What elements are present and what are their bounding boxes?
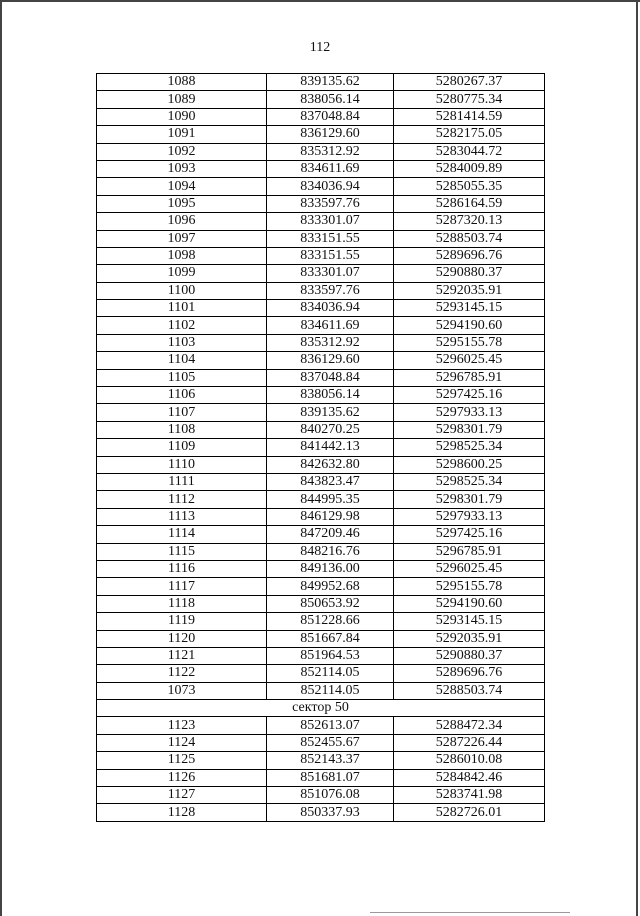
x-coordinate-cell: 833301.07 — [267, 213, 394, 230]
point-number-cell: 1073 — [97, 682, 267, 699]
point-number-cell: 1088 — [97, 74, 267, 91]
sector-header-group — [97, 700, 545, 717]
point-number-cell: 1119 — [97, 613, 267, 630]
table-row — [97, 787, 545, 804]
point-number-cell: 1100 — [97, 282, 267, 299]
point-number-cell: 1127 — [97, 787, 267, 804]
y-coordinate-cell: 5294190.60 — [394, 595, 545, 612]
point-number-cell: 1113 — [97, 508, 267, 525]
x-coordinate-cell: 836129.60 — [267, 352, 394, 369]
y-coordinate-cell: 5293145.15 — [394, 613, 545, 630]
point-number-cell: 1098 — [97, 247, 267, 264]
table-row — [97, 682, 545, 699]
x-coordinate-cell: 849952.68 — [267, 578, 394, 595]
point-number-cell: 1099 — [97, 265, 267, 282]
point-number-cell: 1102 — [97, 317, 267, 334]
point-number-cell: 1089 — [97, 91, 267, 108]
x-coordinate-cell: 848216.76 — [267, 543, 394, 560]
y-coordinate-cell: 5288472.34 — [394, 717, 545, 734]
page-number: 112 — [309, 40, 331, 55]
x-coordinate-cell: 851681.07 — [267, 769, 394, 786]
y-coordinate-cell: 5298301.79 — [394, 421, 545, 438]
y-coordinate-cell: 5284009.89 — [394, 160, 545, 177]
table-row — [97, 734, 545, 751]
y-coordinate-cell: 5292035.91 — [394, 630, 545, 647]
x-coordinate-cell: 838056.14 — [267, 91, 394, 108]
x-coordinate-cell: 842632.80 — [267, 456, 394, 473]
point-number-cell: 1093 — [97, 160, 267, 177]
table-row — [97, 595, 545, 612]
y-coordinate-cell: 5283044.72 — [394, 143, 545, 160]
x-coordinate-cell: 852114.05 — [267, 682, 394, 699]
table-row — [97, 647, 545, 664]
coordinates-table-body-a — [97, 74, 545, 700]
x-coordinate-cell: 834036.94 — [267, 300, 394, 317]
y-coordinate-cell: 5298301.79 — [394, 491, 545, 508]
point-number-cell: 1122 — [97, 665, 267, 682]
table-row — [97, 404, 545, 421]
table-row — [97, 578, 545, 595]
point-number-cell: 1125 — [97, 752, 267, 769]
sector-header-row — [97, 700, 545, 717]
x-coordinate-cell: 839135.62 — [267, 74, 394, 91]
point-number-cell: 1110 — [97, 456, 267, 473]
x-coordinate-cell: 837048.84 — [267, 108, 394, 125]
scan-mark-bottom — [370, 912, 570, 913]
x-coordinate-cell: 836129.60 — [267, 126, 394, 143]
x-coordinate-cell: 850337.93 — [267, 804, 394, 821]
x-coordinate-cell: 833151.55 — [267, 247, 394, 264]
y-coordinate-cell: 5297933.13 — [394, 404, 545, 421]
point-number-cell: 1094 — [97, 178, 267, 195]
table-row — [97, 247, 545, 264]
table-row — [97, 213, 545, 230]
y-coordinate-cell: 5286010.08 — [394, 752, 545, 769]
table-row — [97, 769, 545, 786]
point-number-cell: 1116 — [97, 560, 267, 577]
y-coordinate-cell: 5288503.74 — [394, 682, 545, 699]
table-row — [97, 439, 545, 456]
y-coordinate-cell: 5297933.13 — [394, 508, 545, 525]
x-coordinate-cell: 849136.00 — [267, 560, 394, 577]
y-coordinate-cell: 5298600.25 — [394, 456, 545, 473]
table-row — [97, 560, 545, 577]
x-coordinate-cell: 851667.84 — [267, 630, 394, 647]
table-row — [97, 613, 545, 630]
table-row — [97, 300, 545, 317]
y-coordinate-cell: 5293145.15 — [394, 300, 545, 317]
x-coordinate-cell: 846129.98 — [267, 508, 394, 525]
table-row — [97, 108, 545, 125]
table-row — [97, 143, 545, 160]
y-coordinate-cell: 5295155.78 — [394, 334, 545, 351]
table-row — [97, 230, 545, 247]
x-coordinate-cell: 835312.92 — [267, 143, 394, 160]
table-row — [97, 352, 545, 369]
table-row — [97, 473, 545, 490]
point-number-cell: 1115 — [97, 543, 267, 560]
table-row — [97, 421, 545, 438]
point-number-cell: 1124 — [97, 734, 267, 751]
y-coordinate-cell: 5283741.98 — [394, 787, 545, 804]
y-coordinate-cell: 5296785.91 — [394, 543, 545, 560]
point-number-cell: 1106 — [97, 387, 267, 404]
point-number-cell: 1091 — [97, 126, 267, 143]
point-number-cell: 1104 — [97, 352, 267, 369]
table-row — [97, 491, 545, 508]
y-coordinate-cell: 5297425.16 — [394, 387, 545, 404]
y-coordinate-cell: 5285055.35 — [394, 178, 545, 195]
table-row — [97, 317, 545, 334]
point-number-cell: 1107 — [97, 404, 267, 421]
y-coordinate-cell: 5281414.59 — [394, 108, 545, 125]
x-coordinate-cell: 839135.62 — [267, 404, 394, 421]
table-row — [97, 91, 545, 108]
x-coordinate-cell: 850653.92 — [267, 595, 394, 612]
x-coordinate-cell: 837048.84 — [267, 369, 394, 386]
point-number-cell: 1126 — [97, 769, 267, 786]
table-row — [97, 265, 545, 282]
point-number-cell: 1117 — [97, 578, 267, 595]
coordinates-table — [96, 73, 545, 822]
y-coordinate-cell: 5298525.34 — [394, 439, 545, 456]
y-coordinate-cell: 5298525.34 — [394, 473, 545, 490]
table-row — [97, 387, 545, 404]
x-coordinate-cell: 851964.53 — [267, 647, 394, 664]
x-coordinate-cell: 834036.94 — [267, 178, 394, 195]
point-number-cell: 1090 — [97, 108, 267, 125]
table-row — [97, 178, 545, 195]
y-coordinate-cell: 5287226.44 — [394, 734, 545, 751]
x-coordinate-cell: 838056.14 — [267, 387, 394, 404]
x-coordinate-cell: 847209.46 — [267, 526, 394, 543]
x-coordinate-cell: 851076.08 — [267, 787, 394, 804]
point-number-cell: 1096 — [97, 213, 267, 230]
table-row — [97, 752, 545, 769]
x-coordinate-cell: 851228.66 — [267, 613, 394, 630]
y-coordinate-cell: 5286164.59 — [394, 195, 545, 212]
y-coordinate-cell: 5284842.46 — [394, 769, 545, 786]
table-row — [97, 282, 545, 299]
x-coordinate-cell: 844995.35 — [267, 491, 394, 508]
y-coordinate-cell: 5294190.60 — [394, 317, 545, 334]
point-number-cell: 1109 — [97, 439, 267, 456]
y-coordinate-cell: 5287320.13 — [394, 213, 545, 230]
x-coordinate-cell: 833597.76 — [267, 195, 394, 212]
y-coordinate-cell: 5297425.16 — [394, 526, 545, 543]
y-coordinate-cell: 5296785.91 — [394, 369, 545, 386]
point-number-cell: 1118 — [97, 595, 267, 612]
point-number-cell: 1103 — [97, 334, 267, 351]
point-number-cell: 1095 — [97, 195, 267, 212]
sector-label: сектор 50 — [97, 700, 545, 717]
point-number-cell: 1105 — [97, 369, 267, 386]
x-coordinate-cell: 852613.07 — [267, 717, 394, 734]
scan-border-top — [0, 0, 640, 2]
table-row — [97, 804, 545, 821]
y-coordinate-cell: 5289696.76 — [394, 665, 545, 682]
y-coordinate-cell: 5280775.34 — [394, 91, 545, 108]
x-coordinate-cell: 852455.67 — [267, 734, 394, 751]
y-coordinate-cell: 5290880.37 — [394, 647, 545, 664]
table-row — [97, 665, 545, 682]
table-row — [97, 160, 545, 177]
x-coordinate-cell: 834611.69 — [267, 317, 394, 334]
point-number-cell: 1092 — [97, 143, 267, 160]
point-number-cell: 1128 — [97, 804, 267, 821]
point-number-cell: 1101 — [97, 300, 267, 317]
table-row — [97, 456, 545, 473]
scan-border-left — [0, 0, 2, 916]
x-coordinate-cell: 840270.25 — [267, 421, 394, 438]
point-number-cell: 1114 — [97, 526, 267, 543]
scan-border-right — [636, 0, 638, 916]
y-coordinate-cell: 5282175.05 — [394, 126, 545, 143]
table-row — [97, 526, 545, 543]
y-coordinate-cell: 5290880.37 — [394, 265, 545, 282]
y-coordinate-cell: 5296025.45 — [394, 560, 545, 577]
x-coordinate-cell: 833597.76 — [267, 282, 394, 299]
x-coordinate-cell: 833151.55 — [267, 230, 394, 247]
table-row — [97, 126, 545, 143]
point-number-cell: 1123 — [97, 717, 267, 734]
point-number-cell: 1121 — [97, 647, 267, 664]
y-coordinate-cell: 5288503.74 — [394, 230, 545, 247]
point-number-cell: 1112 — [97, 491, 267, 508]
table-row — [97, 334, 545, 351]
coordinates-table-body-b — [97, 717, 545, 821]
y-coordinate-cell: 5282726.01 — [394, 804, 545, 821]
x-coordinate-cell: 843823.47 — [267, 473, 394, 490]
y-coordinate-cell: 5296025.45 — [394, 352, 545, 369]
y-coordinate-cell: 5292035.91 — [394, 282, 545, 299]
point-number-cell: 1111 — [97, 473, 267, 490]
y-coordinate-cell: 5289696.76 — [394, 247, 545, 264]
x-coordinate-cell: 852114.05 — [267, 665, 394, 682]
x-coordinate-cell: 841442.13 — [267, 439, 394, 456]
point-number-cell: 1108 — [97, 421, 267, 438]
table-row — [97, 717, 545, 734]
table-row — [97, 74, 545, 91]
table-row — [97, 195, 545, 212]
table-row — [97, 543, 545, 560]
point-number-cell: 1097 — [97, 230, 267, 247]
x-coordinate-cell: 833301.07 — [267, 265, 394, 282]
y-coordinate-cell: 5280267.37 — [394, 74, 545, 91]
table-row — [97, 508, 545, 525]
x-coordinate-cell: 852143.37 — [267, 752, 394, 769]
y-coordinate-cell: 5295155.78 — [394, 578, 545, 595]
point-number-cell: 1120 — [97, 630, 267, 647]
x-coordinate-cell: 834611.69 — [267, 160, 394, 177]
x-coordinate-cell: 835312.92 — [267, 334, 394, 351]
table-row — [97, 369, 545, 386]
table-row — [97, 630, 545, 647]
